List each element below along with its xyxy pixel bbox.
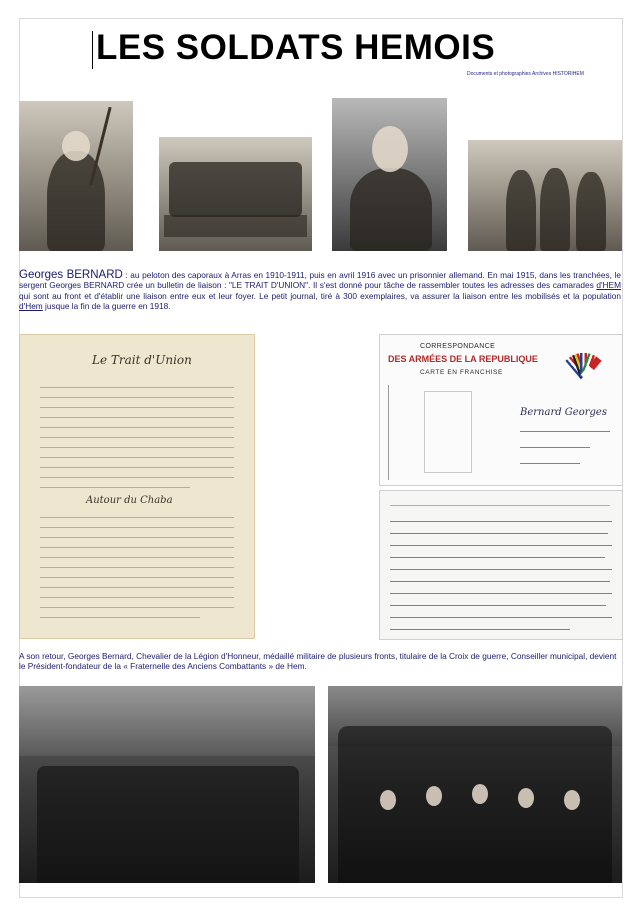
intro-text-3: jusque la fin de la guerre en 1918. — [42, 301, 171, 312]
flags-emblem — [552, 341, 616, 389]
postcard-armees: DES ARMÉES DE LA REPUBLIQUE — [388, 354, 538, 364]
postcard-address: Bernard Georges — [520, 407, 607, 418]
postcard-front — [379, 334, 623, 486]
photo-veterans-street — [19, 686, 315, 883]
photo-soldier-portrait — [332, 98, 447, 251]
photo-group-soldiers — [159, 137, 312, 251]
newspaper-trait-union — [19, 334, 255, 639]
photo-soldier-rifle — [19, 101, 133, 251]
outro-paragraph: A son retour, Georges Bernard, Chevalier de la Légion d'Honneur, médaillé militaire de plusieurs fronts, titulaire de la Croix de guerre, Conseiller municipal, devient le Président-fondateur de la « Fraternelle des Anciens Combattants » de Hem. — [19, 651, 617, 672]
postcard-correspondance: CORRESPONDANCE — [420, 343, 496, 350]
newspaper-masthead: Le Trait d'Union — [92, 353, 192, 367]
photo-soldiers-prisoner — [468, 140, 622, 251]
intro-text-1: : au peloton des caporaux à Arras en 1910-1911, puis en avril 1916 avec un prisonnier allemand. En mai 1915, dans les tranchées, le sergent Georges BERNARD crée un bulletin de liaison : "LE TRAIT D'UNION". Il s'est donné pour tâche de rassembler toutes les adresses des camarades — [19, 270, 621, 291]
title-rule — [92, 31, 93, 69]
photo-veterans-group — [328, 686, 622, 883]
intro-link-hem-1[interactable]: d'HEM — [596, 280, 621, 291]
intro-text-2: qui sont au front et d'établir une liaison entre eux et leur foyer. Le petit journal, tiré à 300 exemplaires, va assurer la liaison entre les mobilisés et la population — [19, 290, 621, 301]
intro-paragraph — [19, 270, 621, 312]
page-title: LES SOLDATS HEMOIS — [96, 28, 496, 67]
postcard-back-handwritten — [379, 490, 623, 640]
postcard-franchise: CARTE EN FRANCHISE — [420, 369, 503, 376]
intro-name: Georges BERNARD — [19, 269, 123, 281]
photo-credit: Documents et photographies Archives HISTORIHEM — [467, 71, 584, 77]
newspaper-section-heading: Autour du Chaba — [86, 495, 173, 506]
intro-link-hem-2[interactable]: d'Hem — [19, 301, 43, 312]
